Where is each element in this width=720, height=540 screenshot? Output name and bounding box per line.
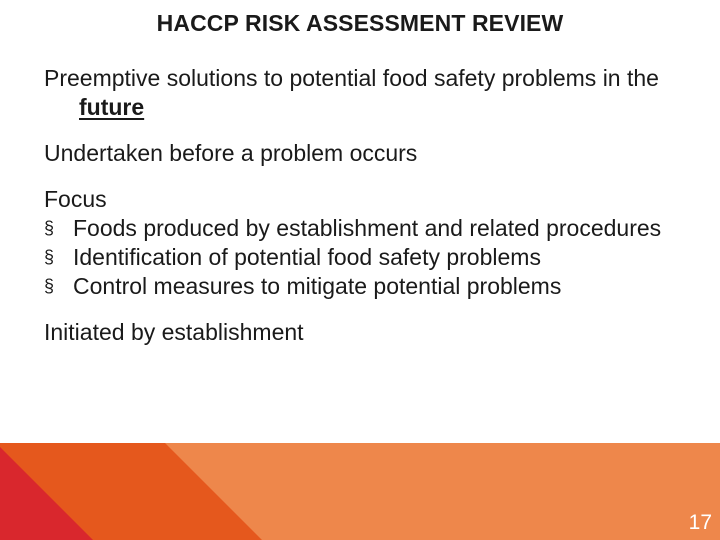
focus-bullet-list bbox=[44, 214, 694, 301]
bullet-marker-icon: § bbox=[44, 218, 55, 238]
focus-heading: Focus bbox=[44, 186, 107, 212]
footer-band bbox=[0, 443, 720, 540]
paragraph-preemptive bbox=[44, 64, 694, 122]
footer-decoration bbox=[0, 443, 720, 540]
bullet-marker-icon: § bbox=[44, 247, 55, 267]
page-number: 17 bbox=[688, 511, 712, 534]
bullet-marker-icon: § bbox=[44, 276, 55, 296]
paragraph-preemptive-text: Preemptive solutions to potential food safety problems in the bbox=[44, 65, 659, 91]
slide-content bbox=[44, 64, 694, 364]
paragraph-initiated: Initiated by establishment bbox=[44, 319, 304, 345]
paragraph-undertaken: Undertaken before a problem occurs bbox=[44, 140, 418, 166]
focus-bullet-item bbox=[44, 243, 694, 272]
paragraph-preemptive-emphasis: future bbox=[79, 94, 145, 120]
slide-title: HACCP RISK ASSESSMENT REVIEW bbox=[156, 10, 564, 36]
focus-bullet-item bbox=[44, 214, 694, 243]
focus-bullet-text: Control measures to mitigate potential problems bbox=[73, 273, 562, 299]
focus-bullet-item bbox=[44, 272, 694, 301]
focus-bullet-text: Identification of potential food safety problems bbox=[73, 244, 541, 270]
focus-bullet-text: Foods produced by establishment and related procedures bbox=[73, 215, 662, 241]
